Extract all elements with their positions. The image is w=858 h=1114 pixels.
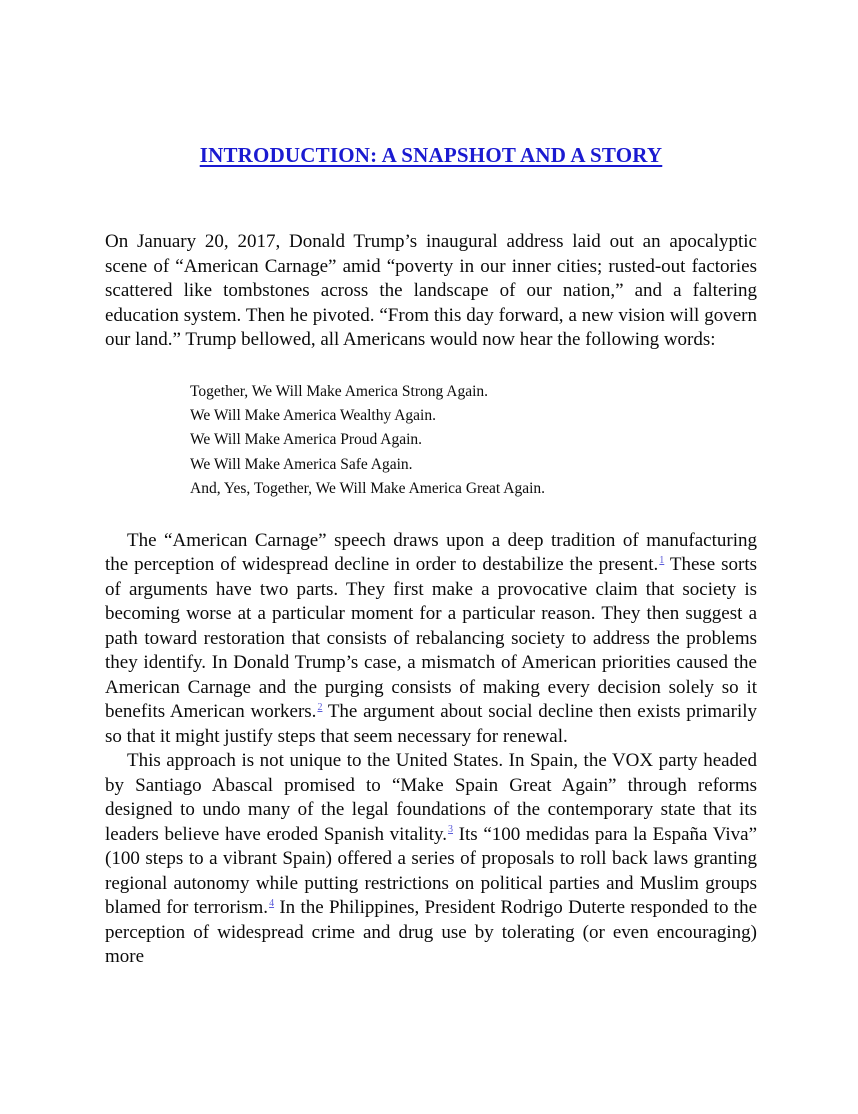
quote-line: We Will Make America Proud Again.	[190, 431, 423, 449]
footnote-link-3[interactable]: 3	[448, 824, 454, 836]
quote-line: And, Yes, Together, We Will Make America Great Again.	[190, 480, 546, 498]
paragraph-text: This approach is not unique to the United States. In Spain, the VOX party headed by Santiago Abascal promised to “Make Spain Great Again” through reforms designed to undo many of the legal foundations of the contemporary state that its leaders believe have eroded Spanish vitality.	[105, 750, 757, 845]
footnote-link-4[interactable]: 4	[269, 897, 275, 909]
quote-line: Together, We Will Make America Strong Again.	[190, 382, 489, 400]
footnote-link-2[interactable]: 2	[317, 701, 323, 713]
paragraph-text: In the Philippines, President Rodrigo Duterte responded to the perception of widespread crime and drug use by tolerating (or even encouraging) more	[105, 897, 757, 968]
paragraph-text: Its “100 medidas para la España Viva” (100 steps to a vibrant Spain) offered a series of proposals to roll back laws granting regional autonomy while putting restrictions on political parties and Muslim groups blamed for terrorism.	[105, 823, 758, 919]
inaugural-quote-block	[190, 380, 757, 502]
paragraph-text: The argument about social decline then exists primarily so that it might justify steps that seem necessary for renewal.	[105, 701, 757, 747]
quote-line: We Will Make America Safe Again.	[190, 455, 413, 473]
paragraph-text: The “American Carnage” speech draws upon a deep tradition of manufacturing the perception of widespread decline in order to destabilize the present.	[105, 529, 757, 576]
quote-line: We Will Make America Wealthy Again.	[190, 406, 436, 424]
paragraph-carnage	[105, 529, 757, 750]
footnote-link-1[interactable]: 1	[659, 554, 665, 566]
paragraph-inaugural: On January 20, 2017, Donald Trump’s inaugural address laid out an apocalyptic scene of “American Carnage” amid “poverty in our inner cities; rusted-out factories scattered like tombstones across the landscape of our nation,” and a faltering education system. Then he pivoted. “From this day forward, a new vision will govern our land.” Trump bellowed, all Americans would now hear the following words:	[105, 231, 757, 350]
paragraph-text: These sorts of arguments have two parts. They first make a provocative claim that society is becoming worse at a particular moment for a particular reason. They then suggest a path toward restoration that consists of rebalancing society to address the problems they identify. In Donald Trump’s case, a mismatch of American priorities caused the American Carnage and the purging consists of making every decision solely so it benefits American workers.	[105, 554, 757, 723]
paragraph-global	[105, 749, 757, 970]
chapter-title-link[interactable]: INTRODUCTION: A SNAPSHOT AND A STORY	[199, 143, 663, 167]
